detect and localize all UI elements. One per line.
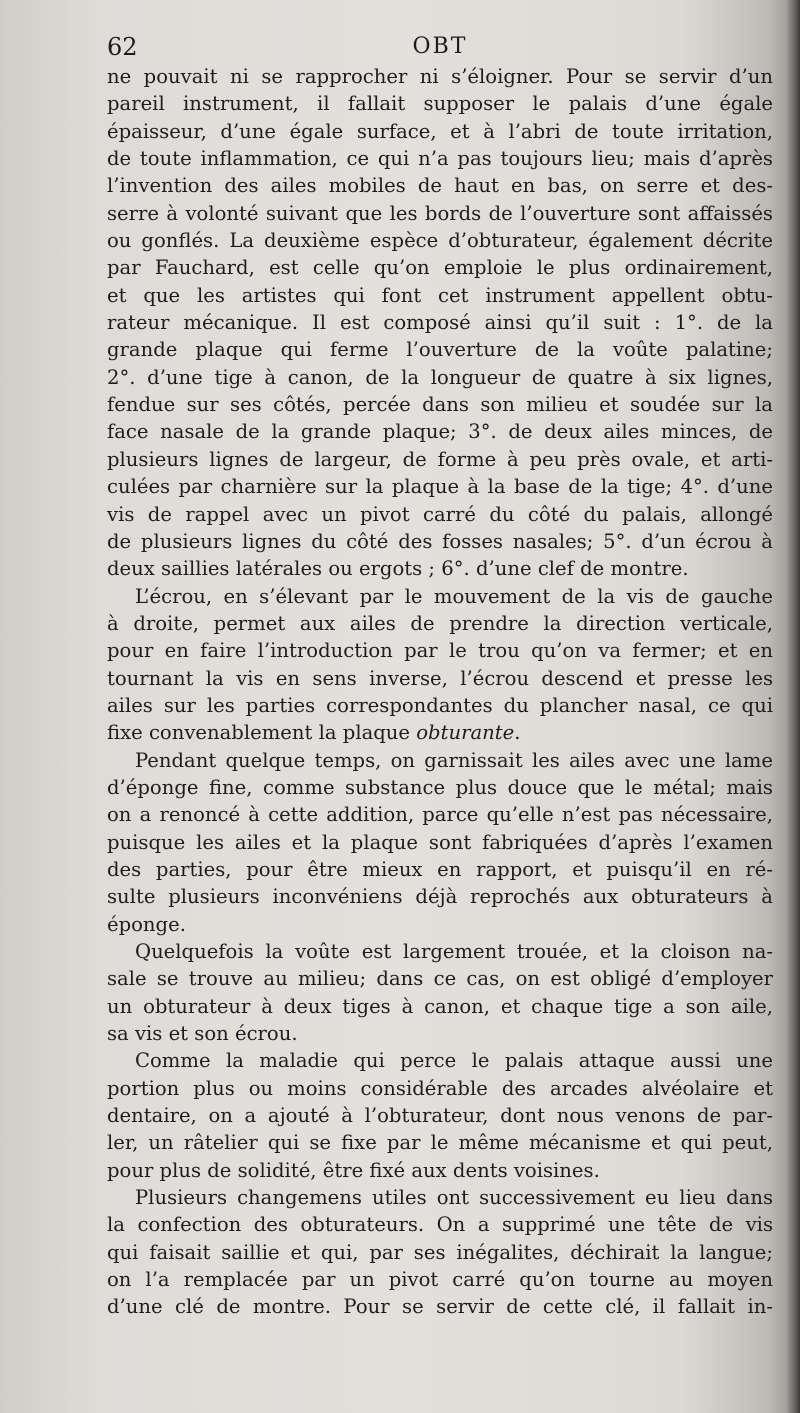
running-head: OBT: [412, 34, 468, 59]
text-line: pareil instrument, il fallait supposer le palais d’une égale: [107, 92, 773, 116]
text-line: ailes sur les parties correspondantes du plancher nasal, ce qui: [107, 693, 773, 717]
page-header: [107, 32, 773, 62]
text-line: 2°. d’une tige à canon, de la longueur de quatre à six lignes,: [107, 365, 773, 389]
text-line: sa vis et son écrou.: [107, 1022, 298, 1046]
text-line: Comme la maladie qui perce le palais attaque aussi une: [135, 1049, 773, 1073]
text-line: de toute inflammation, ce qui n’a pas toujours lieu; mais d’après: [107, 147, 773, 171]
text-line: Pendant quelque temps, on garnissait les ailes avec une lame: [135, 748, 773, 772]
paragraph: [107, 1184, 773, 1321]
text-line: Plusieurs changemens utiles ont successivement eu lieu dans: [135, 1186, 773, 1210]
text-line: d’éponge fine, comme substance plus douce que le métal; mais: [107, 775, 773, 799]
text-line: dentaire, on a ajouté à l’obturateur, dont nous venons de par-: [107, 1104, 773, 1128]
text-line: deux saillies latérales ou ergots ; 6°. d’une clef de montre.: [107, 557, 689, 581]
text-line: culées par charnière sur la plaque à la base de la tige; 4°. d’une: [107, 475, 773, 499]
text-line: ou gonflés. La deuxième espèce d’obturateur, également décrite: [107, 229, 773, 253]
text-line: et que les artistes qui font cet instrument appellent obtu-: [107, 283, 773, 307]
text-line: ler, un râtelier qui se fixe par le même mécanisme et qui peut,: [107, 1131, 773, 1155]
page-edge-shadow: [786, 0, 800, 1413]
text-line: à droite, permet aux ailes de prendre la direction verticale,: [107, 611, 773, 635]
text-line: grande plaque qui ferme l’ouverture de la voûte palatine;: [107, 338, 773, 362]
text-line: pour en faire l’introduction par le trou qu’on va fermer; et en: [107, 639, 773, 663]
page-number: 62: [107, 33, 138, 61]
paragraph: [107, 938, 773, 1047]
text-line: serre à volonté suivant que les bords de l’ouverture sont affaissés: [107, 201, 773, 225]
text-line: qui faisait saillie et qui, par ses inégalites, déchirait la langue;: [107, 1240, 773, 1264]
text-line: des parties, pour être mieux en rapport, et puisqu’il en ré-: [107, 857, 773, 881]
text-line: tournant la vis en sens inverse, l’écrou descend et presse les: [107, 666, 773, 690]
paragraph: [107, 583, 773, 747]
text-fragment: fixe convenablement la plaque: [107, 721, 417, 745]
text-line: éponge.: [107, 912, 186, 936]
text-line: sale se trouve au milieu; dans ce cas, on est obligé d’employer: [107, 967, 773, 991]
text-line: fendue sur ses côtés, percée dans son milieu et soudée sur la: [107, 393, 773, 417]
body-text: [107, 63, 773, 1321]
text-line: par Fauchard, est celle qu’on emploie le plus ordinairement,: [107, 256, 773, 280]
paragraph: [107, 1047, 773, 1184]
paragraph: [107, 63, 773, 583]
text-line: sulte plusieurs inconvéniens déjà reprochés aux obturateurs à: [107, 885, 773, 909]
text-line: puisque les ailes et la plaque sont fabriquées d’après l’examen: [107, 830, 773, 854]
text-line: vis de rappel avec un pivot carré du côté du palais, allongé: [107, 502, 773, 526]
text-line: un obturateur à deux tiges à canon, et chaque tige a son aile,: [107, 994, 773, 1018]
text-line: rateur mécanique. Il est composé ainsi qu’il suit : 1°. de la: [107, 311, 773, 335]
text-line: d’une clé de montre. Pour se servir de cette clé, il fallait in-: [107, 1295, 773, 1319]
text-line: pour plus de solidité, être fixé aux dents voisines.: [107, 1158, 600, 1182]
text-line: épaisseur, d’une égale surface, et à l’abri de toute irritation,: [107, 119, 773, 143]
text-line: on l’a remplacée par un pivot carré qu’on tourne au moyen: [107, 1268, 773, 1292]
text-fragment: .: [514, 721, 521, 745]
text-line: Quelquefois la voûte est largement trouée, et la cloison na-: [135, 940, 773, 963]
text-line: de plusieurs lignes du côté des fosses nasales; 5°. d’un écrou à: [107, 529, 773, 553]
text-line: ne pouvait ni se rapprocher ni s’éloigner. Pour se servir d’un: [107, 65, 773, 88]
text-line: L’écrou, en s’élevant par le mouvement de la vis de gauche: [135, 584, 773, 608]
text-line: on a renoncé à cette addition, parce qu’elle n’est pas nécessaire,: [107, 803, 773, 827]
text-line: face nasale de la grande plaque; 3°. de deux ailes minces, de: [107, 420, 773, 444]
paragraph: [107, 747, 773, 938]
text-line: [107, 719, 773, 746]
text-line: portion plus ou moins considérable des arcades alvéolaire et: [107, 1076, 773, 1100]
text-line: l’invention des ailes mobiles de haut en bas, on serre et des-: [107, 174, 773, 198]
text-line: plusieurs lignes de largeur, de forme à peu près ovale, et arti-: [107, 447, 773, 471]
text-line: la confection des obturateurs. On a supprimé une tête de vis: [107, 1213, 773, 1237]
italic-term: obturante: [416, 721, 515, 745]
